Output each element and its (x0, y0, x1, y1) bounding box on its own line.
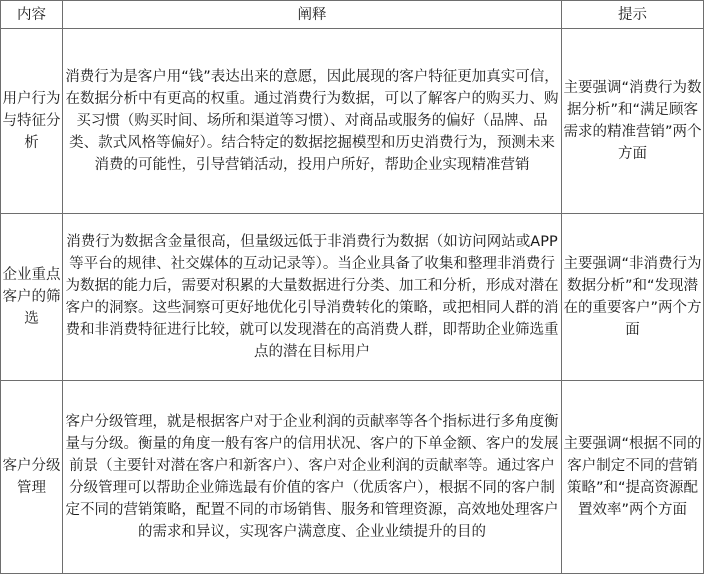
row-topic: 用户行为与特征分析 (1, 29, 63, 214)
header-topic: 内容 (1, 1, 63, 29)
table-row (1, 29, 704, 214)
row-topic: 企业重点客户的筛选 (1, 214, 63, 381)
row-explain: 客户分级管理，就是根据客户对于企业利润的贡献率等各个指标进行多角度衡量与分级。衡量的角度一般有客户的信用状况、客户的下单金额、客户的发展前景（主要针对潜在客户和新客户）、客户对企业利润的贡献率等。通过客户分级管理可以帮助企业筛选最有价值的客户（优质客户），根据不同的客户制定不同的营销策略，配置不同的市场销售、服务和管理资源，高效地处理客户的需求和异议，实现客户满意度、企业业绩提升的目的 (63, 381, 562, 574)
table-row (1, 381, 704, 574)
table-row (1, 214, 704, 381)
row-topic: 客户分级管理 (1, 381, 63, 574)
header-hint: 提示 (562, 1, 704, 29)
row-hint: 主要强调“消费行为数据分析”和“满足顾客需求的精准营销”两个方面 (562, 29, 704, 214)
row-hint: 主要强调“根据不同的客户制定不同的营销策略”和“提高资源配置效率”两个方面 (562, 381, 704, 574)
row-explain: 消费行为是客户用“钱”表达出来的意愿，因此展现的客户特征更加真实可信，在数据分析中有更高的权重。通过消费行为数据，可以了解客户的购买力、购买习惯（购买时间、场所和渠道等习惯）、对商品或服务的偏好（品牌、品类、款式风格等偏好）。结合特定的数据挖掘模型和历史消费行为，预测未来消费的可能性，引导营销活动，投用户所好，帮助企业实现精准营销 (63, 29, 562, 214)
row-explain: 消费行为数据含金量很高，但量级远低于非消费行为数据（如访问网站或APP等平台的规律、社交媒体的互动记录等）。当企业具备了收集和整理非消费行为数据的能力后，需要对积累的大量数据进行分类、加工和分析，形成对潜在客户的洞察。这些洞察可更好地优化引导消费转化的策略，或把相同人群的消费和非消费特征进行比较，就可以发现潜在的高消费人群，即帮助企业筛选重点的潜在目标用户 (63, 214, 562, 381)
header-explain: 阐释 (63, 1, 562, 29)
table-header-row (1, 1, 704, 29)
row-hint: 主要强调“非消费行为数据分析”和“发现潜在的重要客户”两个方面 (562, 214, 704, 381)
